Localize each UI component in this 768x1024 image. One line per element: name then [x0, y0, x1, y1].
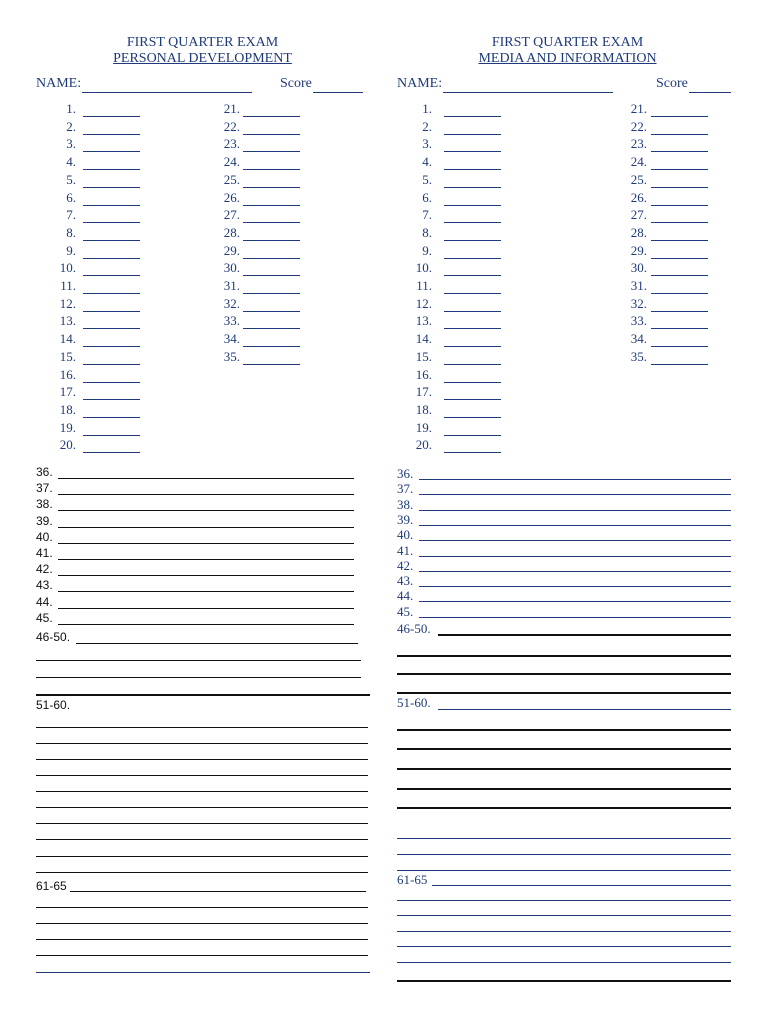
right-item-number: 6. — [422, 189, 432, 205]
right-item-number: 30. — [630, 260, 647, 276]
left-essay3-label: 61-65 — [36, 879, 67, 893]
left-answer-blank[interactable] — [243, 205, 300, 206]
right-answer-blank[interactable] — [651, 169, 708, 170]
right-answer-blank[interactable] — [444, 258, 501, 259]
right-answer-blank[interactable] — [651, 311, 708, 312]
right-line-number: 42. — [397, 557, 414, 573]
right-item-number: 17. — [415, 384, 432, 400]
left-answer-blank[interactable] — [83, 205, 140, 206]
left-answer-blank[interactable] — [83, 222, 140, 223]
right-item-number: 16. — [415, 366, 432, 382]
right-essay-line[interactable] — [397, 768, 731, 770]
right-item-number: 11. — [416, 278, 432, 293]
right-essay1-label: 46-50. — [397, 621, 431, 636]
right-answer-blank[interactable] — [444, 364, 501, 365]
right-essay-line[interactable] — [397, 980, 731, 982]
right-answer-blank[interactable] — [444, 417, 501, 418]
right-item-number: 31. — [630, 278, 647, 293]
left-answer-blank[interactable] — [83, 435, 140, 436]
right-line-number: 45. — [397, 603, 414, 619]
left-line-number: 44. — [36, 594, 53, 609]
right-answer-blank[interactable] — [444, 205, 501, 206]
left-answer-blank[interactable] — [243, 240, 300, 241]
right-answer-blank[interactable] — [651, 222, 708, 223]
left-item-number: 2. — [66, 118, 76, 134]
left-line-number: 39. — [36, 513, 53, 528]
right-item-number: 22. — [630, 118, 647, 134]
right-answer-blank[interactable] — [651, 116, 708, 117]
right-item-number: 2. — [422, 118, 432, 134]
left-essay-line[interactable] — [36, 791, 368, 792]
left-line-number: 43. — [36, 578, 53, 593]
right-item-number: 27. — [630, 207, 647, 223]
right-essay-line[interactable] — [397, 748, 731, 750]
right-answer-blank[interactable] — [651, 187, 708, 188]
right-essay-line[interactable] — [397, 946, 731, 947]
right-answer-blank[interactable] — [651, 134, 708, 135]
right-essay2-label: 51-60. — [397, 695, 431, 710]
left-answer-blank[interactable] — [243, 346, 300, 347]
right-answer-blank[interactable] — [651, 346, 708, 347]
left-item-number: 4. — [66, 154, 76, 170]
left-answer-blank[interactable] — [243, 311, 300, 312]
right-answer-blank[interactable] — [651, 364, 708, 365]
left-name-field[interactable] — [82, 92, 252, 93]
right-essay-line[interactable] — [397, 838, 731, 839]
right-score-label: Score — [656, 76, 688, 91]
left-item-number: 7. — [66, 207, 76, 223]
left-name-label: NAME: — [36, 76, 82, 91]
left-item-number: 5. — [66, 171, 76, 187]
left-score-field[interactable] — [313, 92, 363, 93]
right-line-number: 41. — [397, 542, 414, 558]
left-item-number: 27. — [223, 207, 240, 223]
left-item-number: 18. — [59, 401, 76, 417]
right-essay-line[interactable] — [397, 870, 731, 871]
right-answer-blank[interactable] — [651, 258, 708, 259]
left-essay-line[interactable] — [36, 923, 368, 924]
left-essay-line[interactable] — [36, 759, 368, 760]
left-item-number: 11. — [60, 278, 76, 293]
right-line-number: 39. — [397, 511, 414, 527]
right-essay-line[interactable] — [432, 885, 731, 886]
right-item-number: 25. — [630, 171, 647, 187]
right-answer-blank[interactable] — [444, 382, 501, 383]
left-title-line1: FIRST QUARTER EXAM — [126, 35, 279, 50]
right-line-number: 44. — [397, 588, 414, 604]
right-answer-line[interactable] — [419, 540, 731, 541]
left-line-number: 45. — [36, 610, 53, 625]
left-essay-line[interactable] — [36, 660, 361, 661]
left-item-number: 6. — [66, 189, 76, 205]
left-essay-line[interactable] — [36, 872, 368, 873]
left-answer-blank[interactable] — [83, 169, 140, 170]
left-answer-blank[interactable] — [83, 116, 140, 117]
right-answer-blank[interactable] — [444, 311, 501, 312]
left-item-number: 32. — [223, 295, 240, 311]
right-item-number: 26. — [630, 189, 647, 205]
right-answer-blank[interactable] — [651, 240, 708, 241]
right-item-number: 29. — [630, 242, 647, 258]
left-item-number: 25. — [223, 171, 240, 187]
left-answer-line[interactable] — [58, 494, 354, 495]
right-item-number: 12. — [415, 295, 432, 311]
right-answer-blank[interactable] — [444, 240, 501, 241]
right-title-line1: FIRST QUARTER EXAM — [491, 35, 644, 50]
left-answer-line[interactable] — [58, 575, 354, 576]
left-answer-blank[interactable] — [243, 134, 300, 135]
right-item-number: 18. — [415, 401, 432, 417]
left-item-number: 13. — [59, 313, 76, 329]
right-item-number: 9. — [422, 242, 432, 258]
left-answer-blank[interactable] — [83, 328, 140, 329]
left-answer-blank[interactable] — [83, 134, 140, 135]
left-item-number: 28. — [223, 224, 240, 240]
left-answer-blank[interactable] — [243, 151, 300, 152]
right-answer-line[interactable] — [419, 617, 731, 618]
left-item-number: 16. — [59, 366, 76, 382]
right-line-number: 40. — [397, 527, 414, 543]
right-name-label: NAME: — [397, 76, 443, 91]
left-answer-line[interactable] — [58, 591, 354, 592]
right-item-number: 4. — [422, 154, 432, 170]
left-answer-blank[interactable] — [243, 293, 300, 294]
right-score-field[interactable] — [689, 92, 731, 93]
right-essay-line[interactable] — [397, 931, 731, 932]
left-essay-line[interactable] — [36, 743, 368, 744]
left-item-number: 21. — [223, 101, 240, 116]
left-answer-line[interactable] — [58, 543, 354, 544]
left-answer-blank[interactable] — [83, 293, 140, 294]
left-item-number: 33. — [223, 313, 240, 329]
left-answer-blank[interactable] — [83, 346, 140, 347]
right-answer-blank[interactable] — [444, 187, 501, 188]
right-essay-line[interactable] — [397, 900, 731, 901]
right-item-number: 33. — [630, 313, 647, 329]
right-item-number: 10. — [415, 260, 432, 276]
right-item-number: 7. — [422, 207, 432, 223]
right-item-number: 14. — [415, 331, 432, 347]
left-answer-blank[interactable] — [243, 187, 300, 188]
right-item-number: 20. — [415, 437, 432, 453]
right-line-number: 36. — [397, 466, 414, 481]
left-answer-blank[interactable] — [243, 328, 300, 329]
left-item-number: 19. — [59, 419, 76, 435]
left-score-label: Score — [280, 76, 312, 91]
right-answer-blank[interactable] — [444, 346, 501, 347]
right-essay-line[interactable] — [397, 692, 731, 694]
left-item-number: 1. — [66, 101, 76, 116]
right-line-number: 38. — [397, 496, 414, 512]
right-subject-title: MEDIA AND INFORMATION — [478, 51, 657, 66]
right-exam-title — [455, 35, 680, 67]
left-answer-blank[interactable] — [83, 151, 140, 152]
left-answer-blank[interactable] — [83, 311, 140, 312]
right-essay-line[interactable] — [397, 729, 731, 731]
left-item-number: 34. — [223, 331, 240, 347]
right-essay3-label: 61-65 — [397, 872, 428, 887]
left-essay-line[interactable] — [76, 643, 358, 644]
right-name-field[interactable] — [443, 92, 613, 93]
right-answer-line[interactable] — [419, 601, 731, 602]
right-item-number: 21. — [630, 101, 647, 116]
right-essay-line[interactable] — [397, 655, 731, 657]
left-answer-blank[interactable] — [83, 258, 140, 259]
left-item-number: 29. — [223, 242, 240, 258]
right-answer-blank[interactable] — [444, 222, 501, 223]
left-essay-line[interactable] — [36, 972, 370, 973]
right-essay-line[interactable] — [397, 962, 731, 963]
left-answer-line[interactable] — [58, 510, 354, 511]
left-line-number: 37. — [36, 481, 53, 496]
left-line-number: 41. — [36, 546, 53, 560]
right-answer-blank[interactable] — [444, 151, 501, 152]
right-answer-blank[interactable] — [444, 452, 501, 453]
right-answer-line[interactable] — [419, 556, 731, 557]
right-answer-blank[interactable] — [651, 205, 708, 206]
right-answer-blank[interactable] — [444, 275, 501, 276]
right-answer-blank[interactable] — [651, 275, 708, 276]
left-item-number: 23. — [223, 136, 240, 152]
right-answer-blank[interactable] — [444, 169, 501, 170]
right-item-number: 8. — [422, 224, 432, 240]
right-answer-blank[interactable] — [444, 134, 501, 135]
left-item-number: 22. — [223, 118, 240, 134]
right-answer-blank[interactable] — [444, 116, 501, 117]
right-answer-blank[interactable] — [651, 328, 708, 329]
left-item-number: 12. — [59, 295, 76, 311]
right-essay-line[interactable] — [397, 915, 731, 916]
left-exam-title — [90, 35, 315, 67]
left-answer-blank[interactable] — [243, 275, 300, 276]
left-item-number: 9. — [66, 242, 76, 258]
left-answer-blank[interactable] — [243, 222, 300, 223]
right-line-number: 43. — [397, 573, 414, 589]
right-answer-line[interactable] — [419, 494, 731, 495]
right-item-number: 1. — [422, 101, 432, 116]
left-answer-line[interactable] — [58, 608, 354, 609]
left-answer-blank[interactable] — [83, 417, 140, 418]
right-item-number: 23. — [630, 136, 647, 152]
left-item-number: 10. — [59, 260, 76, 276]
right-answer-blank[interactable] — [651, 293, 708, 294]
left-essay-line[interactable] — [36, 955, 368, 956]
right-answer-blank[interactable] — [444, 328, 501, 329]
right-item-number: 34. — [630, 331, 647, 347]
right-item-number: 15. — [415, 348, 432, 364]
left-item-number: 31. — [223, 278, 240, 293]
left-item-number: 15. — [59, 348, 76, 364]
left-answer-blank[interactable] — [243, 258, 300, 259]
left-essay-line[interactable] — [36, 856, 368, 857]
left-item-number: 8. — [66, 224, 76, 240]
left-item-number: 24. — [223, 154, 240, 170]
left-answer-blank[interactable] — [243, 364, 300, 365]
right-answer-blank[interactable] — [444, 399, 501, 400]
left-subject-title: PERSONAL DEVELOPMENT — [113, 51, 292, 66]
right-item-number: 35. — [630, 348, 647, 364]
right-answer-blank[interactable] — [444, 435, 501, 436]
left-item-number: 17. — [59, 384, 76, 400]
right-item-number: 24. — [630, 154, 647, 170]
left-line-number: 38. — [36, 497, 53, 512]
left-answer-blank[interactable] — [243, 116, 300, 117]
right-answer-line[interactable] — [419, 525, 731, 526]
left-essay-line[interactable] — [36, 677, 361, 678]
right-essay-line[interactable] — [397, 788, 731, 790]
right-item-number: 32. — [630, 295, 647, 311]
right-line-number: 37. — [397, 481, 414, 497]
left-line-number: 42. — [36, 562, 53, 577]
left-essay-line[interactable] — [36, 839, 368, 840]
right-essay-line[interactable] — [438, 709, 731, 710]
left-item-number: 26. — [223, 189, 240, 205]
right-item-number: 19. — [415, 419, 432, 435]
left-essay-line[interactable] — [36, 727, 368, 728]
left-answer-blank[interactable] — [83, 275, 140, 276]
right-answer-line[interactable] — [419, 479, 731, 480]
left-answer-blank[interactable] — [83, 364, 140, 365]
right-item-number: 13. — [415, 313, 432, 329]
right-answer-blank[interactable] — [444, 293, 501, 294]
right-answer-blank[interactable] — [651, 151, 708, 152]
left-answer-blank[interactable] — [83, 187, 140, 188]
left-essay1-label: 46-50. — [36, 630, 71, 644]
right-essay-line[interactable] — [397, 854, 731, 855]
right-essay-line[interactable] — [438, 634, 731, 636]
right-item-number: 28. — [630, 224, 647, 240]
left-essay-line[interactable] — [36, 694, 370, 696]
left-answer-line[interactable] — [58, 478, 354, 479]
left-essay-line[interactable] — [36, 939, 368, 940]
left-answer-blank[interactable] — [83, 382, 140, 383]
right-answer-line[interactable] — [419, 586, 731, 587]
right-item-number: 3. — [422, 136, 432, 152]
left-item-number: 14. — [59, 331, 76, 347]
left-essay-line[interactable] — [36, 907, 368, 908]
left-answer-blank[interactable] — [83, 399, 140, 400]
left-answer-blank[interactable] — [243, 169, 300, 170]
left-item-number: 35. — [223, 348, 240, 364]
left-answer-blank[interactable] — [83, 452, 140, 453]
left-item-number: 3. — [66, 136, 76, 152]
right-answer-line[interactable] — [419, 571, 731, 572]
left-item-number: 30. — [223, 260, 240, 276]
left-answer-line[interactable] — [58, 559, 354, 560]
left-line-number: 36. — [36, 465, 53, 479]
left-answer-line[interactable] — [58, 624, 354, 625]
left-essay-line[interactable] — [36, 823, 368, 824]
right-item-number: 5. — [422, 171, 432, 187]
left-essay-line[interactable] — [70, 891, 366, 892]
left-line-number: 40. — [36, 529, 53, 544]
right-essay-line[interactable] — [397, 807, 731, 809]
left-essay-line[interactable] — [36, 807, 368, 808]
left-answer-blank[interactable] — [83, 240, 140, 241]
left-essay2-label: 51-60. — [36, 698, 71, 712]
left-essay-line[interactable] — [36, 775, 368, 776]
right-essay-line[interactable] — [397, 673, 731, 675]
right-answer-line[interactable] — [419, 510, 731, 511]
left-answer-line[interactable] — [58, 527, 354, 528]
left-item-number: 20. — [59, 437, 76, 453]
